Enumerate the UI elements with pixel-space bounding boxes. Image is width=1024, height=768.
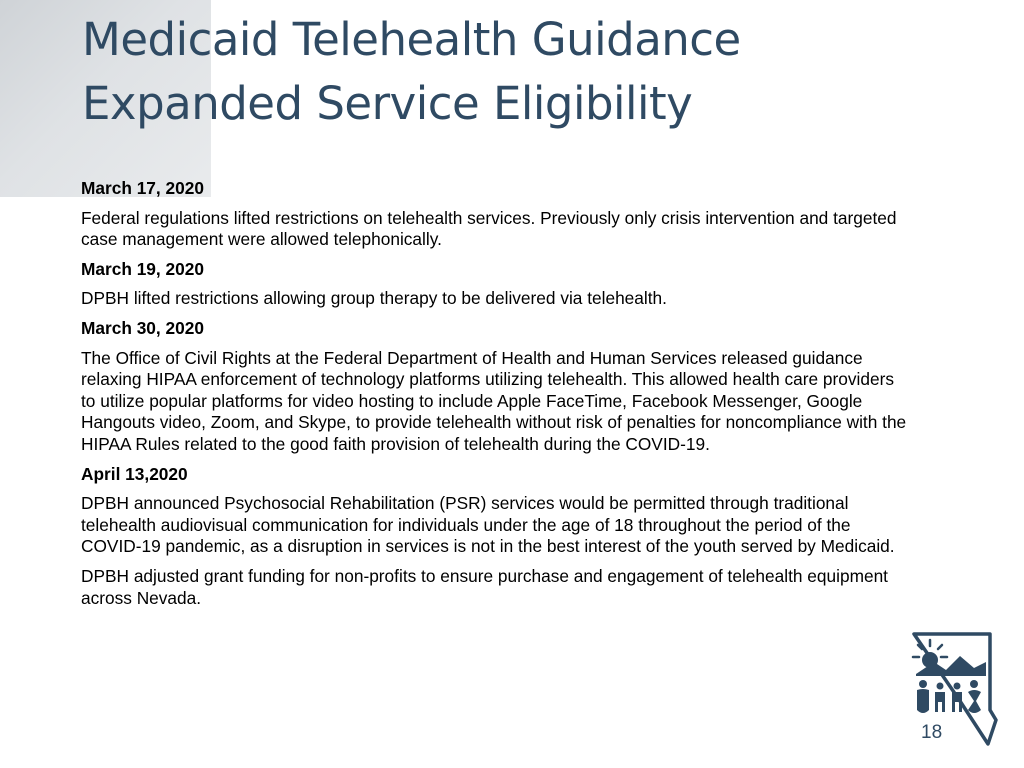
entry-text: DPBH announced Psychosocial Rehabilitation (PSR) services would be permitted through traditional telehealth audiovisual communication for individuals under the age of 18 throughout the period of the COVID-19 pandemic, as a disruption in services is not in the best interest of the youth served by Medicaid. — [81, 493, 895, 557]
entry-text: The Office of Civil Rights at the Federal Department of Health and Human Services released guidance relaxing HIPAA enforcement of technology platforms utilizing telehealth. This allowed health care providers to utilize popular platforms for video hosting to include Apple FaceTime, Facebook Messenger, Google Hangouts video, Zoom, and Skype, to provide telehealth without risk of penalties for noncompliance with the HIPAA Rules related to the good faith provision of telehealth during the COVID-19. — [81, 347, 907, 454]
entry-date: March 30, 2020 — [81, 317, 204, 338]
entry-text: DPBH lifted restrictions allowing group therapy to be delivered via telehealth. — [81, 288, 667, 309]
entry-date: March 17, 2020 — [81, 178, 204, 198]
slide-body — [81, 178, 911, 617]
slide-title-line-2: Expanded Service Eligibility — [82, 77, 693, 130]
timeline-entry-march-19 — [81, 259, 911, 310]
entry-date: April 13,2020 — [81, 463, 188, 484]
entry-text: DPBH adjusted grant funding for non-profits to ensure purchase and engagement of telehealth equipment across Nevada. — [81, 565, 888, 608]
slide-title — [82, 8, 982, 136]
timeline-entry-march-17 — [81, 178, 911, 251]
page-number: 18 — [921, 722, 943, 743]
timeline-entry-april-13 — [81, 464, 911, 610]
entry-text: Federal regulations lifted restrictions on telehealth services. Previously only crisis intervention and targeted case management were allowed telephonically. — [81, 207, 897, 250]
entry-date: March 19, 2020 — [81, 258, 204, 279]
slide-title-line-1: Medicaid Telehealth Guidance — [82, 13, 741, 66]
timeline-entry-march-30 — [81, 318, 911, 456]
